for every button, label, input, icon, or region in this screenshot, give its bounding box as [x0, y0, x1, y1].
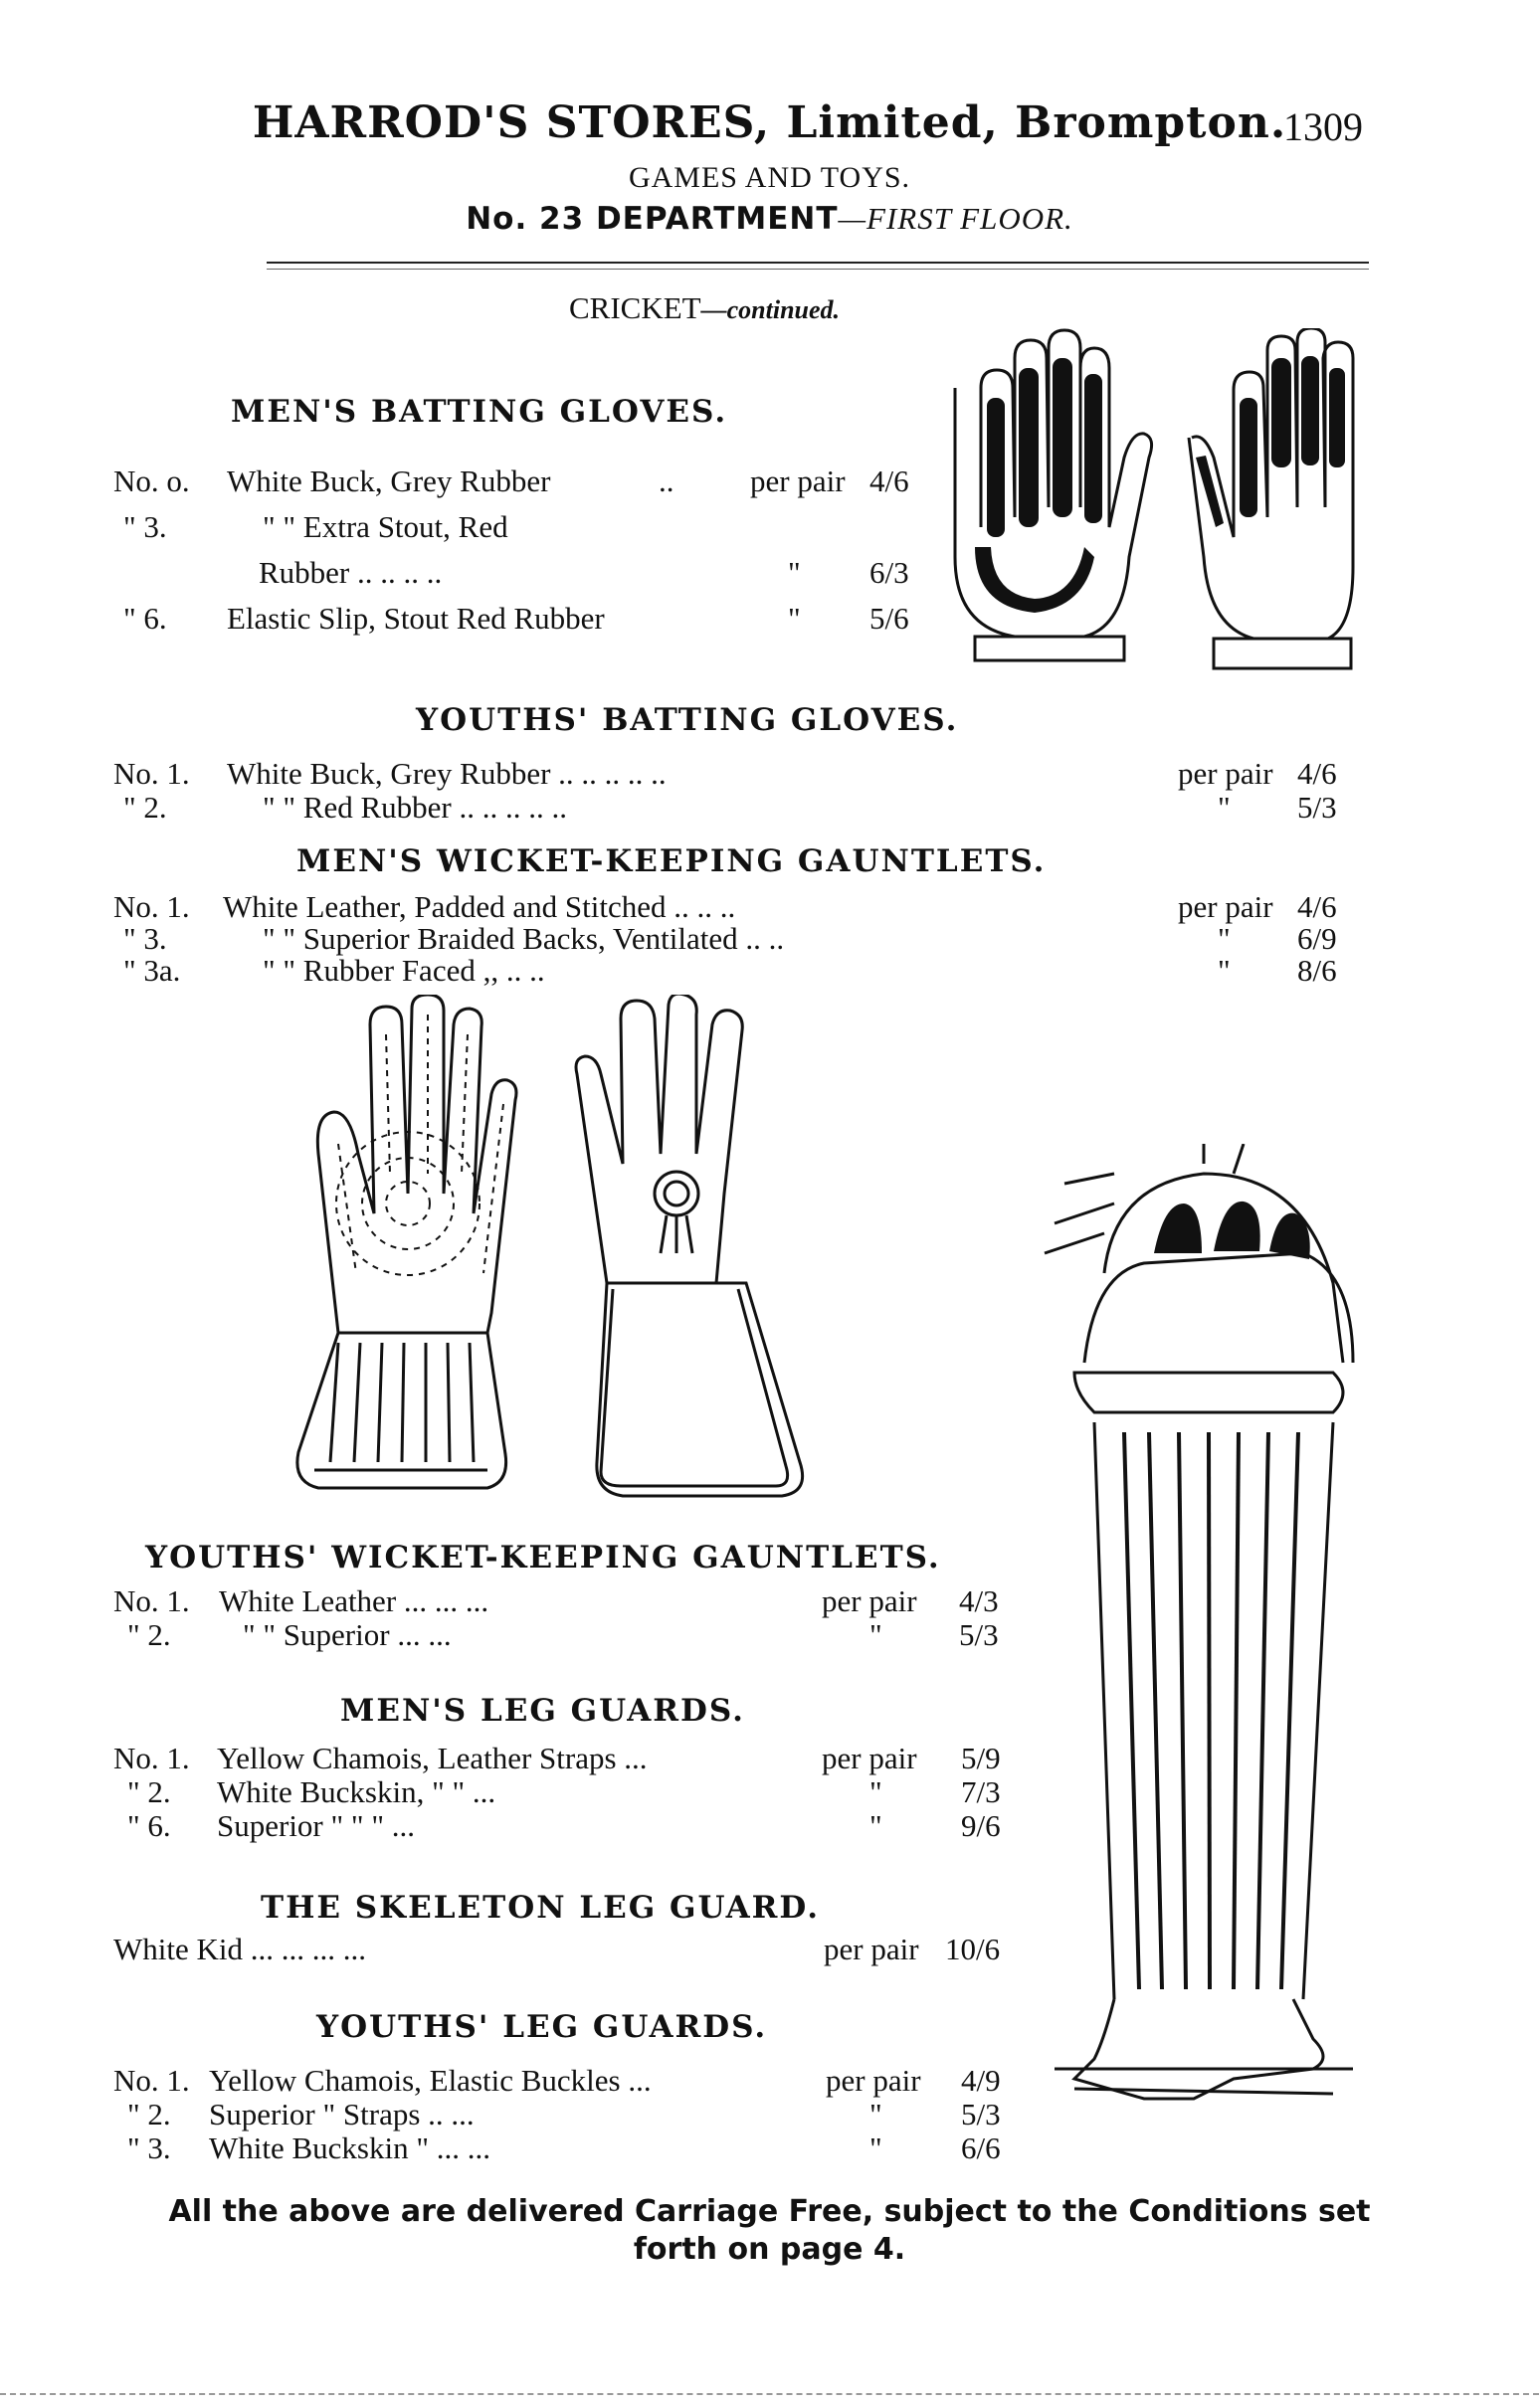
item-unit: per pair	[826, 2063, 921, 2098]
item-unit: per pair	[750, 463, 846, 498]
item-price: 9/6	[961, 1808, 1001, 1843]
page-number: 1309	[1283, 104, 1363, 149]
item-number: No. 1.	[113, 756, 190, 791]
list-item	[113, 756, 1347, 790]
footnote-line-2: forth on page 4.	[633, 2232, 906, 2267]
item-price: 5/6	[869, 601, 909, 636]
department-category: GAMES AND TOYS.	[628, 161, 911, 194]
item-unit: per pair	[1178, 756, 1273, 791]
item-number: " 3.	[127, 2130, 171, 2165]
item-price: 5/3	[959, 1617, 999, 1652]
item-description: White Buck, Grey Rubber .. .. .. .. ..	[227, 756, 667, 791]
item-description: Superior " " " ...	[217, 1808, 415, 1843]
department-number: No. 23	[466, 201, 585, 237]
list-item	[113, 1583, 1009, 1617]
mens-leg-heading: MEN'S LEG GUARDS.	[340, 1693, 745, 1729]
item-price: 4/6	[1297, 756, 1337, 791]
item-description: White Leather ... ... ...	[219, 1583, 489, 1618]
department-floor: —FIRST FLOOR.	[838, 201, 1073, 236]
item-number: No. 1.	[113, 889, 190, 924]
list-item	[113, 2130, 1009, 2164]
department-line	[0, 201, 1539, 237]
item-unit: per pair	[822, 1741, 917, 1775]
item-price: 4/6	[1297, 889, 1337, 924]
department-word: DEPARTMENT	[595, 201, 839, 237]
item-number: " 3a.	[123, 953, 181, 988]
item-unit: "	[1218, 921, 1231, 956]
item-unit: per pair	[822, 1583, 917, 1618]
list-item	[113, 921, 1347, 956]
item-price: 4/6	[869, 463, 909, 498]
youths-batting-heading: YOUTHS' BATTING GLOVES.	[416, 702, 959, 738]
item-unit: "	[788, 555, 801, 590]
item-number: No. 1.	[113, 2063, 190, 2098]
list-item	[113, 555, 929, 591]
item-description: " " Red Rubber .. .. .. .. ..	[263, 790, 568, 825]
item-unit: "	[788, 601, 801, 636]
item-description: White Leather, Padded and Stitched .. .. ..	[223, 889, 736, 924]
item-description: " " Extra Stout, Red	[263, 509, 508, 544]
item-number: " 2.	[127, 1774, 171, 1809]
masthead: HARROD'S STORES, Limited, Brompton.	[252, 97, 1287, 148]
item-description: Rubber .. .. .. ..	[259, 555, 443, 590]
item-unit: "	[869, 1774, 882, 1809]
item-unit: "	[869, 2130, 882, 2165]
item-number: " 2.	[127, 1617, 171, 1652]
youths-leg-heading: YOUTHS' LEG GUARDS.	[316, 2009, 768, 2045]
list-item	[113, 1741, 1009, 1774]
item-unit: "	[1218, 953, 1231, 988]
item-number: " 6.	[123, 601, 167, 636]
item-unit: "	[869, 1808, 882, 1843]
item-unit: "	[869, 2097, 882, 2131]
section-title	[569, 290, 840, 326]
mens-wicket-heading: MEN'S WICKET-KEEPING GAUNTLETS.	[296, 843, 1047, 879]
item-price: 7/3	[961, 1774, 1001, 1809]
item-description: Yellow Chamois, Leather Straps ...	[217, 1741, 648, 1775]
header-rule-thin	[267, 269, 1369, 270]
item-unit: "	[1218, 790, 1231, 825]
list-item	[113, 790, 1347, 824]
item-price: 6/9	[1297, 921, 1337, 956]
item-number: No. o.	[113, 463, 190, 498]
list-item	[113, 1617, 1009, 1651]
item-price: 8/6	[1297, 953, 1337, 988]
mens-batting-heading: MEN'S BATTING GLOVES.	[231, 394, 728, 430]
item-description: Superior " Straps .. ...	[209, 2097, 475, 2131]
skeleton-leg-heading: THE SKELETON LEG GUARD.	[261, 1890, 820, 1926]
header-rule	[267, 262, 1369, 264]
item-description: White Buck, Grey Rubber	[227, 463, 551, 498]
youths-wicket-heading: YOUTHS' WICKET-KEEPING GAUNTLETS.	[145, 1540, 941, 1575]
section-title-main: CRICKET	[569, 290, 701, 325]
bottom-border	[0, 2393, 1539, 2397]
item-unit: per pair	[824, 1932, 919, 1966]
wicket-keeping-gauntlets-illustration	[279, 995, 836, 1522]
list-item	[113, 463, 929, 499]
item-price: 5/3	[961, 2097, 1001, 2131]
item-price: 10/6	[945, 1932, 1001, 1966]
item-number: " 6.	[127, 1808, 171, 1843]
list-item	[113, 1932, 1009, 1965]
item-description: White Buckskin, " " ...	[217, 1774, 496, 1809]
item-description: " " Rubber Faced ,, .. ..	[263, 953, 545, 988]
item-number: No. 1.	[113, 1741, 190, 1775]
item-description: White Kid ... ... ... ...	[113, 1932, 366, 1966]
list-item	[113, 2063, 1009, 2097]
item-number: " 3.	[123, 921, 167, 956]
item-number: " 2.	[123, 790, 167, 825]
item-number: " 3.	[123, 509, 167, 544]
footnote-line-1: All the above are delivered Carriage Free, subject to the Conditions set	[168, 2194, 1371, 2229]
item-price: 5/9	[961, 1741, 1001, 1775]
list-item	[113, 601, 929, 637]
item-price: 5/3	[1297, 790, 1337, 825]
leg-guard-illustration	[1035, 1144, 1373, 2129]
item-unit: "	[869, 1617, 882, 1652]
item-price: 6/3	[869, 555, 909, 590]
item-price: 6/6	[961, 2130, 1001, 2165]
list-item	[113, 889, 1347, 924]
item-description: Yellow Chamois, Elastic Buckles ...	[209, 2063, 652, 2098]
item-price: 4/9	[961, 2063, 1001, 2098]
list-item	[113, 1808, 1009, 1842]
list-item	[113, 1774, 1009, 1808]
item-description: White Buckskin " ... ...	[209, 2130, 491, 2165]
list-item	[113, 509, 929, 545]
batting-gloves-illustration	[935, 328, 1363, 686]
list-item	[113, 2097, 1009, 2130]
item-number: No. 1.	[113, 1583, 190, 1618]
item-dots: ..	[659, 463, 674, 498]
item-price: 4/3	[959, 1583, 999, 1618]
item-number: " 2.	[127, 2097, 171, 2131]
section-title-suffix: —continued.	[700, 295, 841, 324]
list-item	[113, 953, 1347, 988]
item-unit: per pair	[1178, 889, 1273, 924]
item-description: " " Superior Braided Backs, Ventilated .. ..	[263, 921, 785, 956]
item-description: " " Superior ... ...	[243, 1617, 452, 1652]
item-description: Elastic Slip, Stout Red Rubber	[227, 601, 605, 636]
